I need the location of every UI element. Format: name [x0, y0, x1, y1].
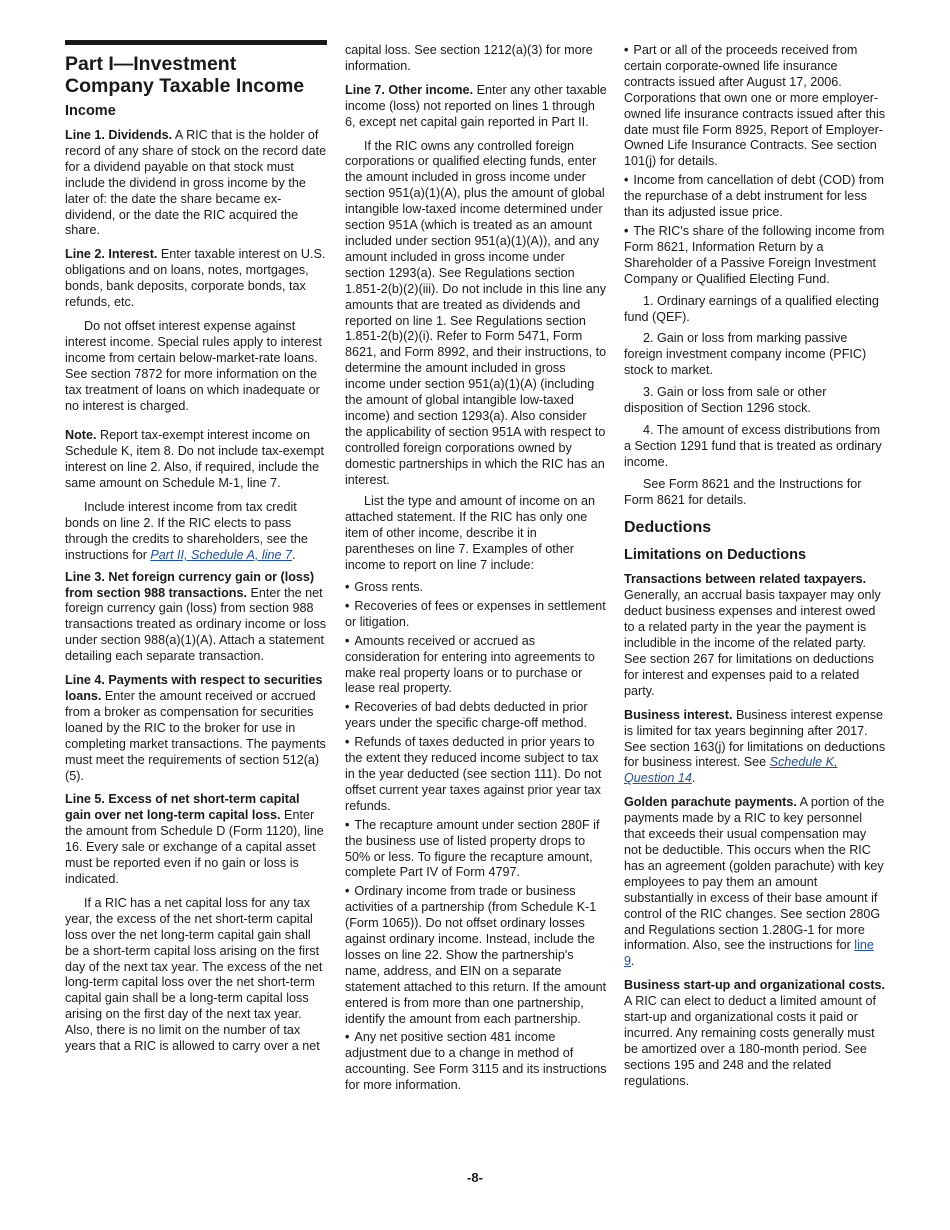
line3-body: Enter the net foreign currency gain (loss) from section 988 transactions treated as ordinary income or loss under section 988(a)(1)(A). Attach a statement detailing each separate transaction.	[65, 585, 327, 664]
golden-head: Golden parachute payments.	[624, 795, 797, 810]
part-title: Part I—Investment Company Taxable Income	[65, 53, 305, 97]
numbered-item: 2. Gain or loss from marking passive foreign investment company income (PFIC) stock to market.	[624, 331, 867, 378]
limitations-heading: Limitations on Deductions	[624, 547, 807, 564]
interest-end: .	[691, 771, 696, 786]
line4-paragraph	[65, 673, 327, 784]
related-taxpayers-paragraph	[624, 572, 886, 699]
line2-paragraph	[65, 247, 327, 311]
income-heading: Income	[65, 103, 116, 119]
list-item: • The recapture amount under section 280F if the business use of listed property drops to 50% or less. To figure the recapture amount, complete Part IV of Form 4797.	[345, 818, 607, 882]
deductions-heading: Deductions	[624, 519, 712, 537]
line7-paragraph	[345, 83, 607, 131]
line3-head: Line 3. Net foreign currency gain or (loss) from section 988 transactions.	[65, 569, 315, 600]
credit-paragraph	[65, 500, 327, 564]
startup-costs-paragraph	[624, 978, 886, 1089]
list-item: • Gross rents.	[345, 580, 607, 596]
startup-body: A RIC can elect to deduct a limited amount of start-up and organizational costs it paid or incurred. Any remaining costs generally must be amortized over a 180-month period. See sections 195 and 248 and the related regulations.	[624, 994, 877, 1088]
golden-body: A portion of the payments made by a RIC to key personnel that exceeds their usual compensation may not be deductible. This occurs when the RIC has an agreement (golden parachute) with key employees to pay them an amount substantially in excess of their base amount if control of the RIC changes. See section 280G and Regulations section 1.280G-1 for more information. Also, see the instructions for	[624, 795, 885, 953]
numbered-item: 4. The amount of excess distributions from a Section 1291 fund that is treated as ordinary income.	[624, 422, 882, 469]
column-middle	[345, 43, 607, 1097]
list-item: • Amounts received or accrued as consideration for entering into agreements to make real property loans or to purchase or lease real property.	[345, 634, 607, 698]
line5-head: Line 5. Excess of net short-term capital gain over net long-term capital loss.	[65, 792, 300, 823]
list-item: • The RIC's share of the following income from Form 8621, Information Return by a Shareholder of a Passive Foreign Investment Company or Qualified Electing Fund.	[624, 224, 886, 288]
golden-end: .	[631, 954, 635, 969]
line5-paragraph-2: If a RIC has a net capital loss for any tax year, the excess of the net short-term capital loss over the net long-term capital gain shall be a short-term capital loss arising on the first day of the next tax year. The excess of the net long-term capital loss over the net short-term capital gain shall be a long-term capital loss arising on the first day of the next tax year. Also, there is no limit on the number of tax years that a RIC is allowed to carry over a net	[65, 895, 323, 1054]
line7-head: Line 7. Other income.	[345, 82, 474, 97]
line7-body: Enter any other taxable income (loss) not reported on lines 1 through 6, except net capital gain reported in Part II.	[345, 82, 607, 129]
related-body: Generally, an accrual basis taxpayer may only deduct business expenses and interest owed to a related party in the year the payment is includible in the income of the related party. See section 267 for limitations on deductions for interest and expenses paid to a related party.	[624, 588, 881, 698]
line7-paragraph-3: List the type and amount of income on an attached statement. If the RIC has only one item of other income, describe it in parentheses on line 7. Examples of other income to report on line 7 include:	[345, 494, 596, 573]
line7-paragraph-2: If the RIC owns any controlled foreign corporations or qualified electing funds, enter the amount included in gross income under section 951(a)(1)(A), plus the amount of global intangible low-taxed income determined under section 951A (which is treated as an amount included under section 951(a)(1)(A)), and any amount included in gross income under section 1293(a). See Regulations section 1.851-2(b)(2)(iii). Do not include in this line any amounts that are treated as dividends and reported on line 1. See Regulations section 1.851-2(b)(2)(i). Refer to Form 5471, Form 8621, and Form 8992, and their instructions, to determine the amount included in gross income under section 951(a)(1)(A) (including the amount of global intangible low-taxed income) and section 1293(a). Also consider the applicability of section 951A with respect to controlled foreign corporations owned by domestic partnerships in which the RIC has an interest.	[345, 138, 607, 487]
interest-body: Business interest expense is limited for tax years beginning after 2017. See section 163(j) for limitations on deductions for business interest. See	[624, 707, 886, 770]
list-item: • Recoveries of fees or expenses in settlement or litigation.	[345, 599, 607, 631]
line1-head: Line 1. Dividends.	[65, 128, 173, 142]
note-body: Report tax-exempt interest income on Schedule K, item 8. Do not include tax-exempt interest on line 2. Also, if required, include the same amount on Schedule M-1, line 7.	[65, 428, 325, 491]
list-item: • Any net positive section 481 income adjustment due to a change in method of accounting. See Form 3115 and its instructions for more information.	[345, 1030, 607, 1094]
interest-head: Business interest.	[624, 707, 733, 722]
top-rule	[65, 40, 327, 45]
credit-text: Include interest income from tax credit bonds on line 2. If the RIC elects to pass through the credits to shareholders, see the instructions for	[65, 500, 308, 562]
related-head: Transactions between related taxpayers.	[624, 572, 867, 587]
list-item: • Ordinary income from trade or business activities of a partnership (from Schedule K-1 (Form 1065)). Do not offset ordinary losses against ordinary income. Instead, include the losses on line 22. Show the partnership's name, address, and EIN on a separate statement attached to this return. If the amount entered is from more than one partnership, identify the amount from each partnership.	[345, 884, 607, 1027]
line5-paragraph	[65, 792, 327, 887]
business-interest-paragraph	[624, 708, 886, 788]
line4-body: Enter the amount received or accrued from a broker as compensation for securities loaned by the RIC to the broker for use in completing market transactions. The payments must meet the requirements of section 512(a)(5).	[65, 689, 326, 783]
line1-body: A RIC that is the holder of record of any share of stock on the record date for a dividend payable on that stock must include the dividend in gross income by the later of: the date the share became ex-dividend, or the date the RIC acquired the share.	[65, 128, 327, 238]
note-paragraph	[65, 428, 327, 492]
schedule-k-question-14-link[interactable]: Schedule K, Question 14	[624, 755, 838, 786]
line3-paragraph	[65, 570, 327, 665]
other-income-list	[345, 580, 607, 1094]
list-item: • Refunds of taxes deducted in prior years to the extent they reduced income subject to tax in the year deducted (see section 111). Do not offset current year taxes against prior year tax refunds.	[345, 735, 607, 815]
numbered-item: 3. Gain or loss from sale or other disposition of Section 1296 stock.	[624, 385, 827, 416]
line1-paragraph	[65, 128, 327, 239]
other-income-list-continued	[624, 43, 886, 288]
column-right	[624, 43, 886, 1098]
line2-head: Line 2. Interest.	[65, 247, 158, 262]
line2-body: Enter taxable interest on U.S. obligations and on loans, notes, mortgages, bonds, bank deposits, corporate bonds, tax refunds, etc.	[65, 247, 326, 310]
golden-parachute-paragraph	[624, 795, 886, 970]
list-item: • Part or all of the proceeds received from certain corporate-owned life insurance contracts issued after August 17, 2006. Corporations that own one or more employer-owned life insurance contracts issued after this date must file Form 8925, Report of Employer-Owned Life Insurance Contracts. See section 101(j) for details.	[624, 43, 886, 170]
line2-paragraph-2: Do not offset interest expense against interest income. Special rules apply to interest income from certain below-market-rate loans. See section 7872 for more information on the tax treatment of loans on which inadequate or no interest is charged.	[65, 318, 322, 413]
numbered-item: 1. Ordinary earnings of a qualified electing fund (QEF).	[624, 293, 879, 324]
part2-schedule-a-link[interactable]: Part II, Schedule A, line 7	[150, 547, 293, 562]
column-left	[65, 40, 327, 1061]
list-item: • Income from cancellation of debt (COD) from the repurchase of a debt instrument for less than its adjusted issue price.	[624, 173, 886, 221]
line5-body: Enter the amount from Schedule D (Form 1120), line 16. Every sale or exchange of a capital asset must be reported even if no gain or loss is indicated.	[65, 808, 324, 886]
credit-end: .	[292, 547, 296, 562]
line4-head: Line 4. Payments with respect to securities loans.	[65, 673, 323, 703]
capital-loss-continuation: capital loss. See section 1212(a)(3) for more information.	[345, 43, 593, 73]
note-head: Note.	[65, 428, 97, 443]
list-item: • Recoveries of bad debts deducted in prior years under the specific charge-off method.	[345, 700, 607, 732]
see-form-8621: See Form 8621 and the Instructions for Form 8621 for details.	[624, 476, 862, 507]
line-9-link[interactable]: line 9	[624, 938, 874, 969]
page-number: -8-	[467, 1170, 483, 1185]
startup-head: Business start-up and organizational costs.	[624, 978, 886, 993]
